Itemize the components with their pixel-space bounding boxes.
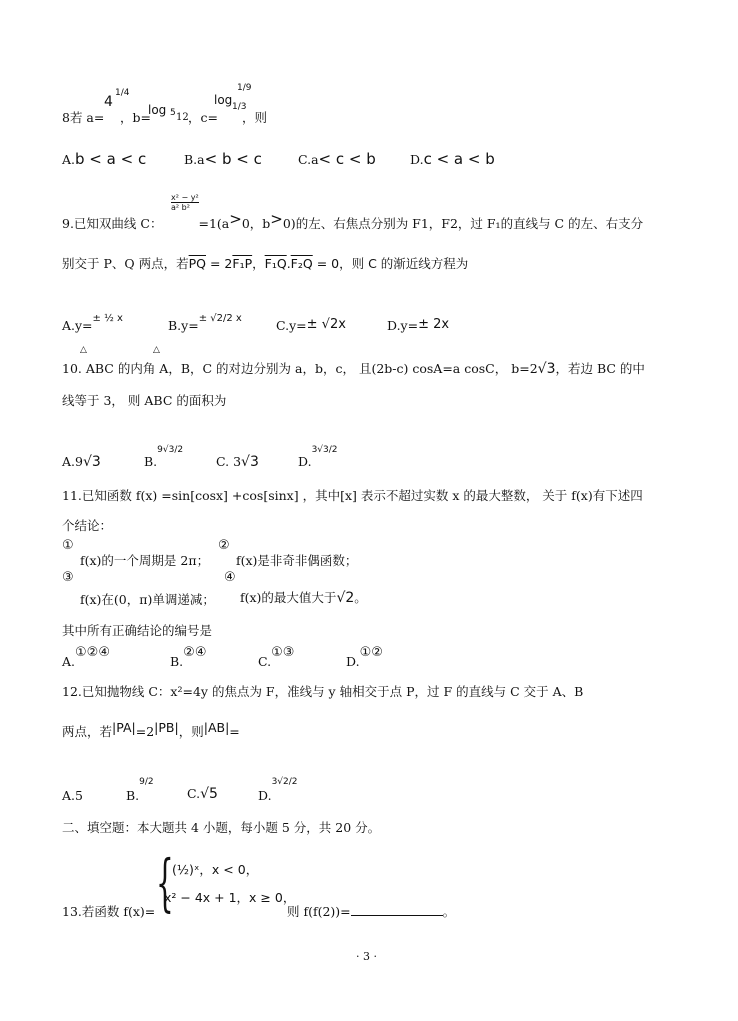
q13-prefix: 13.若函数 f(x)= [62, 904, 156, 919]
q9-line2 [62, 256, 468, 272]
q13-case-1: (½)ˣ，x < 0， [172, 862, 259, 877]
option-label: C. 3 [216, 454, 242, 469]
q9-sep: ， [252, 256, 265, 271]
option-math: 3√2/2 [271, 777, 298, 787]
option-label: C. [187, 786, 201, 801]
q8-c-exp: 1/9 [237, 83, 252, 93]
q8-prefix: 8若 a= [62, 110, 105, 125]
q8-option-a [62, 150, 146, 168]
option-math: c < a < b [423, 150, 495, 168]
q12-option-b [126, 777, 154, 803]
option-math: ± √2/2 x [198, 313, 242, 324]
q8-c-log: log [214, 93, 233, 107]
q9-stem-f: = 0，则 C 的渐近线方程为 [312, 256, 469, 271]
q9-option-c [276, 318, 346, 334]
option-math: 3√3/2 [311, 445, 338, 455]
q9-gt-2: > [270, 210, 283, 228]
q10-triangle-1: △ [80, 345, 87, 355]
q13-suffix-group [287, 904, 455, 920]
q10-option-a [62, 454, 101, 470]
q9-vec-f1p: F₁P [232, 256, 253, 271]
q10-triangle-2: △ [153, 345, 160, 355]
option-math: ①② [359, 645, 383, 660]
option-math: < b < c [204, 150, 262, 168]
option-label: A. [62, 654, 76, 669]
q11-c2-mark: ② [218, 538, 230, 553]
option-math: 9√3/2 [157, 445, 184, 455]
q9-vec-pq: $\overline{PQ}$ [188, 256, 206, 271]
q12-option-c [187, 786, 218, 802]
q12-line2 [62, 720, 240, 740]
option-math: ②④ [183, 645, 207, 660]
option-math: < c < b [318, 150, 376, 168]
option-label: C. [258, 654, 272, 669]
q9-stem-e: 别交于 P、Q 两点，若 [62, 256, 189, 271]
q13-end: 。 [442, 904, 456, 919]
q11-c4 [240, 588, 367, 606]
q11-question: 其中所有正确结论的编号是 [62, 623, 213, 638]
q8-b-label: ，b= [120, 110, 151, 125]
q12-pb: |PB| [154, 720, 179, 735]
q8-b-sub2: 12 [176, 112, 189, 123]
q9-line1 [62, 210, 644, 232]
q8-tail: ，则 [242, 110, 268, 125]
q11-c4-text: f(x)的最大值大于 [240, 590, 337, 605]
option-label: B. [170, 654, 184, 669]
q11-option-d [346, 644, 383, 669]
option-math: ± 2x [418, 317, 450, 332]
q12-ab: |AB| [203, 720, 230, 735]
option-math: √3 [82, 454, 101, 470]
q13-case-2: x² − 4x + 1，x ≥ 0， [164, 890, 296, 905]
q11-c3-text: f(x)在(0，π)单调递减； [80, 592, 215, 607]
option-label: B. [126, 788, 140, 803]
q11-option-c [258, 644, 295, 669]
q11-c3-mark: ③ [62, 570, 74, 585]
q9-option-a [62, 313, 123, 333]
option-label: A.9 [62, 454, 83, 469]
q10-option-d [298, 445, 338, 469]
q9-frac-bottom: a² b² [171, 202, 199, 212]
option-math: b < a < c [75, 150, 147, 168]
q11-c1-mark: ① [62, 538, 74, 553]
q10-option-c [216, 454, 259, 470]
q9-stem-b: =1(a [198, 216, 230, 231]
q10-stem-b: ，若边 BC 的中 [555, 361, 645, 376]
q8-option-c [298, 150, 376, 168]
q11-option-b [170, 644, 207, 669]
q12-line1: 12.已知抛物线 C：x²=4y 的焦点为 F，准线与 y 轴相交于点 P，过 F 的直线与 C 交于 A、B [62, 684, 584, 699]
q10-option-b [144, 445, 184, 469]
option-label: A.5 [62, 788, 83, 803]
option-label: C.y= [276, 318, 307, 333]
option-math: ± ½ x [92, 313, 123, 324]
q12-eq: =2 [135, 724, 155, 739]
q12-option-a [62, 788, 83, 803]
option-math: √5 [200, 786, 218, 802]
q11-c4-mark: ④ [224, 570, 236, 585]
option-math: 9/2 [139, 777, 154, 787]
option-math: √3 [241, 454, 259, 470]
q13-suffix: 则 f(f(2))= [287, 904, 351, 919]
q10-sqrt3: √3 [537, 361, 556, 377]
page-number: · 3 · [356, 950, 377, 963]
q9-fraction [171, 193, 199, 212]
option-label: B. [144, 454, 158, 469]
q9-gt-1: > [229, 210, 242, 228]
q8-stem [62, 83, 268, 126]
option-label: A.y= [62, 318, 93, 333]
q8-a-exp: 1/4 [115, 88, 130, 98]
q9-frac-top: x² − y² [171, 193, 199, 202]
q9-stem-d: 0)的左、右焦点分别为 F1，F2，过 F₁的直线与 C 的左、右支分 [282, 216, 644, 231]
option-math: ①③ [271, 645, 295, 660]
option-label: C.a [298, 152, 319, 167]
q8-option-b [184, 150, 262, 168]
q8-b-log: log [148, 103, 167, 117]
q11-c2-text: f(x)是非奇非偶函数； [236, 553, 358, 568]
q8-option-d [410, 150, 495, 168]
option-label: D. [346, 654, 360, 669]
q10-line1 [62, 361, 645, 377]
q9-option-d [387, 318, 449, 334]
q9-vec-f1q: F₁Q [264, 256, 287, 271]
q13-brace: { [156, 846, 174, 919]
option-label: D.y= [387, 318, 419, 333]
q9-stem-c: 0，b [241, 216, 271, 231]
q13-answer-blank [351, 905, 443, 916]
option-label: B.y= [168, 318, 199, 333]
q9-vec-f2q: F₂Q [290, 256, 313, 271]
q10-line2: 线等于 3， 则 ABC 的面积为 [62, 393, 227, 408]
q10-stem-a: 10. ABC 的内角 A，B，C 的对边分别为 a，b，c， 且(2b-c) cosA=a cosC， b=2 [62, 361, 538, 376]
q11-c4-end: 。 [354, 590, 367, 605]
q9-eq: = 2 [206, 256, 233, 271]
option-math: ①②④ [75, 645, 110, 660]
option-label: D. [410, 152, 424, 167]
q8-c-sub: 1/3 [232, 102, 247, 112]
q11-c4-math: √2 [336, 590, 355, 606]
option-math: ± √2x [306, 317, 346, 332]
option-label: A. [62, 152, 76, 167]
q8-a-base: 4 [104, 94, 113, 110]
q11-line1: 11.已知函数 f(x) =sin[cosx] +cos[sinx] ，其中[x] 表示不超过实数 x 的最大整数， 关于 f(x)有下述四 [62, 488, 643, 503]
section-2-heading: 二、填空题：本大题共 4 小题，每小题 5 分，共 20 分。 [62, 820, 381, 835]
q11-c1-text: f(x)的一个周期是 2π； [80, 553, 210, 568]
q8-b-sub: 5 [170, 108, 176, 118]
q9-stem-a: 9.已知双曲线 C： [62, 216, 163, 231]
q11-option-a [62, 644, 110, 669]
q12-pa: |PA| [112, 720, 136, 735]
option-label: D. [298, 454, 312, 469]
q12-stem-c: = [229, 724, 240, 739]
q12-stem-a: 两点，若 [62, 724, 113, 739]
q9-option-b [168, 313, 242, 333]
q12-option-d [258, 777, 298, 803]
q12-stem-b: ，则 [178, 724, 204, 739]
q8-c-label: ，c= [188, 110, 218, 125]
option-label: D. [258, 788, 272, 803]
q9-dot: . [286, 256, 291, 271]
q11-line2: 个结论： [62, 518, 113, 533]
option-label: B.a [184, 152, 205, 167]
